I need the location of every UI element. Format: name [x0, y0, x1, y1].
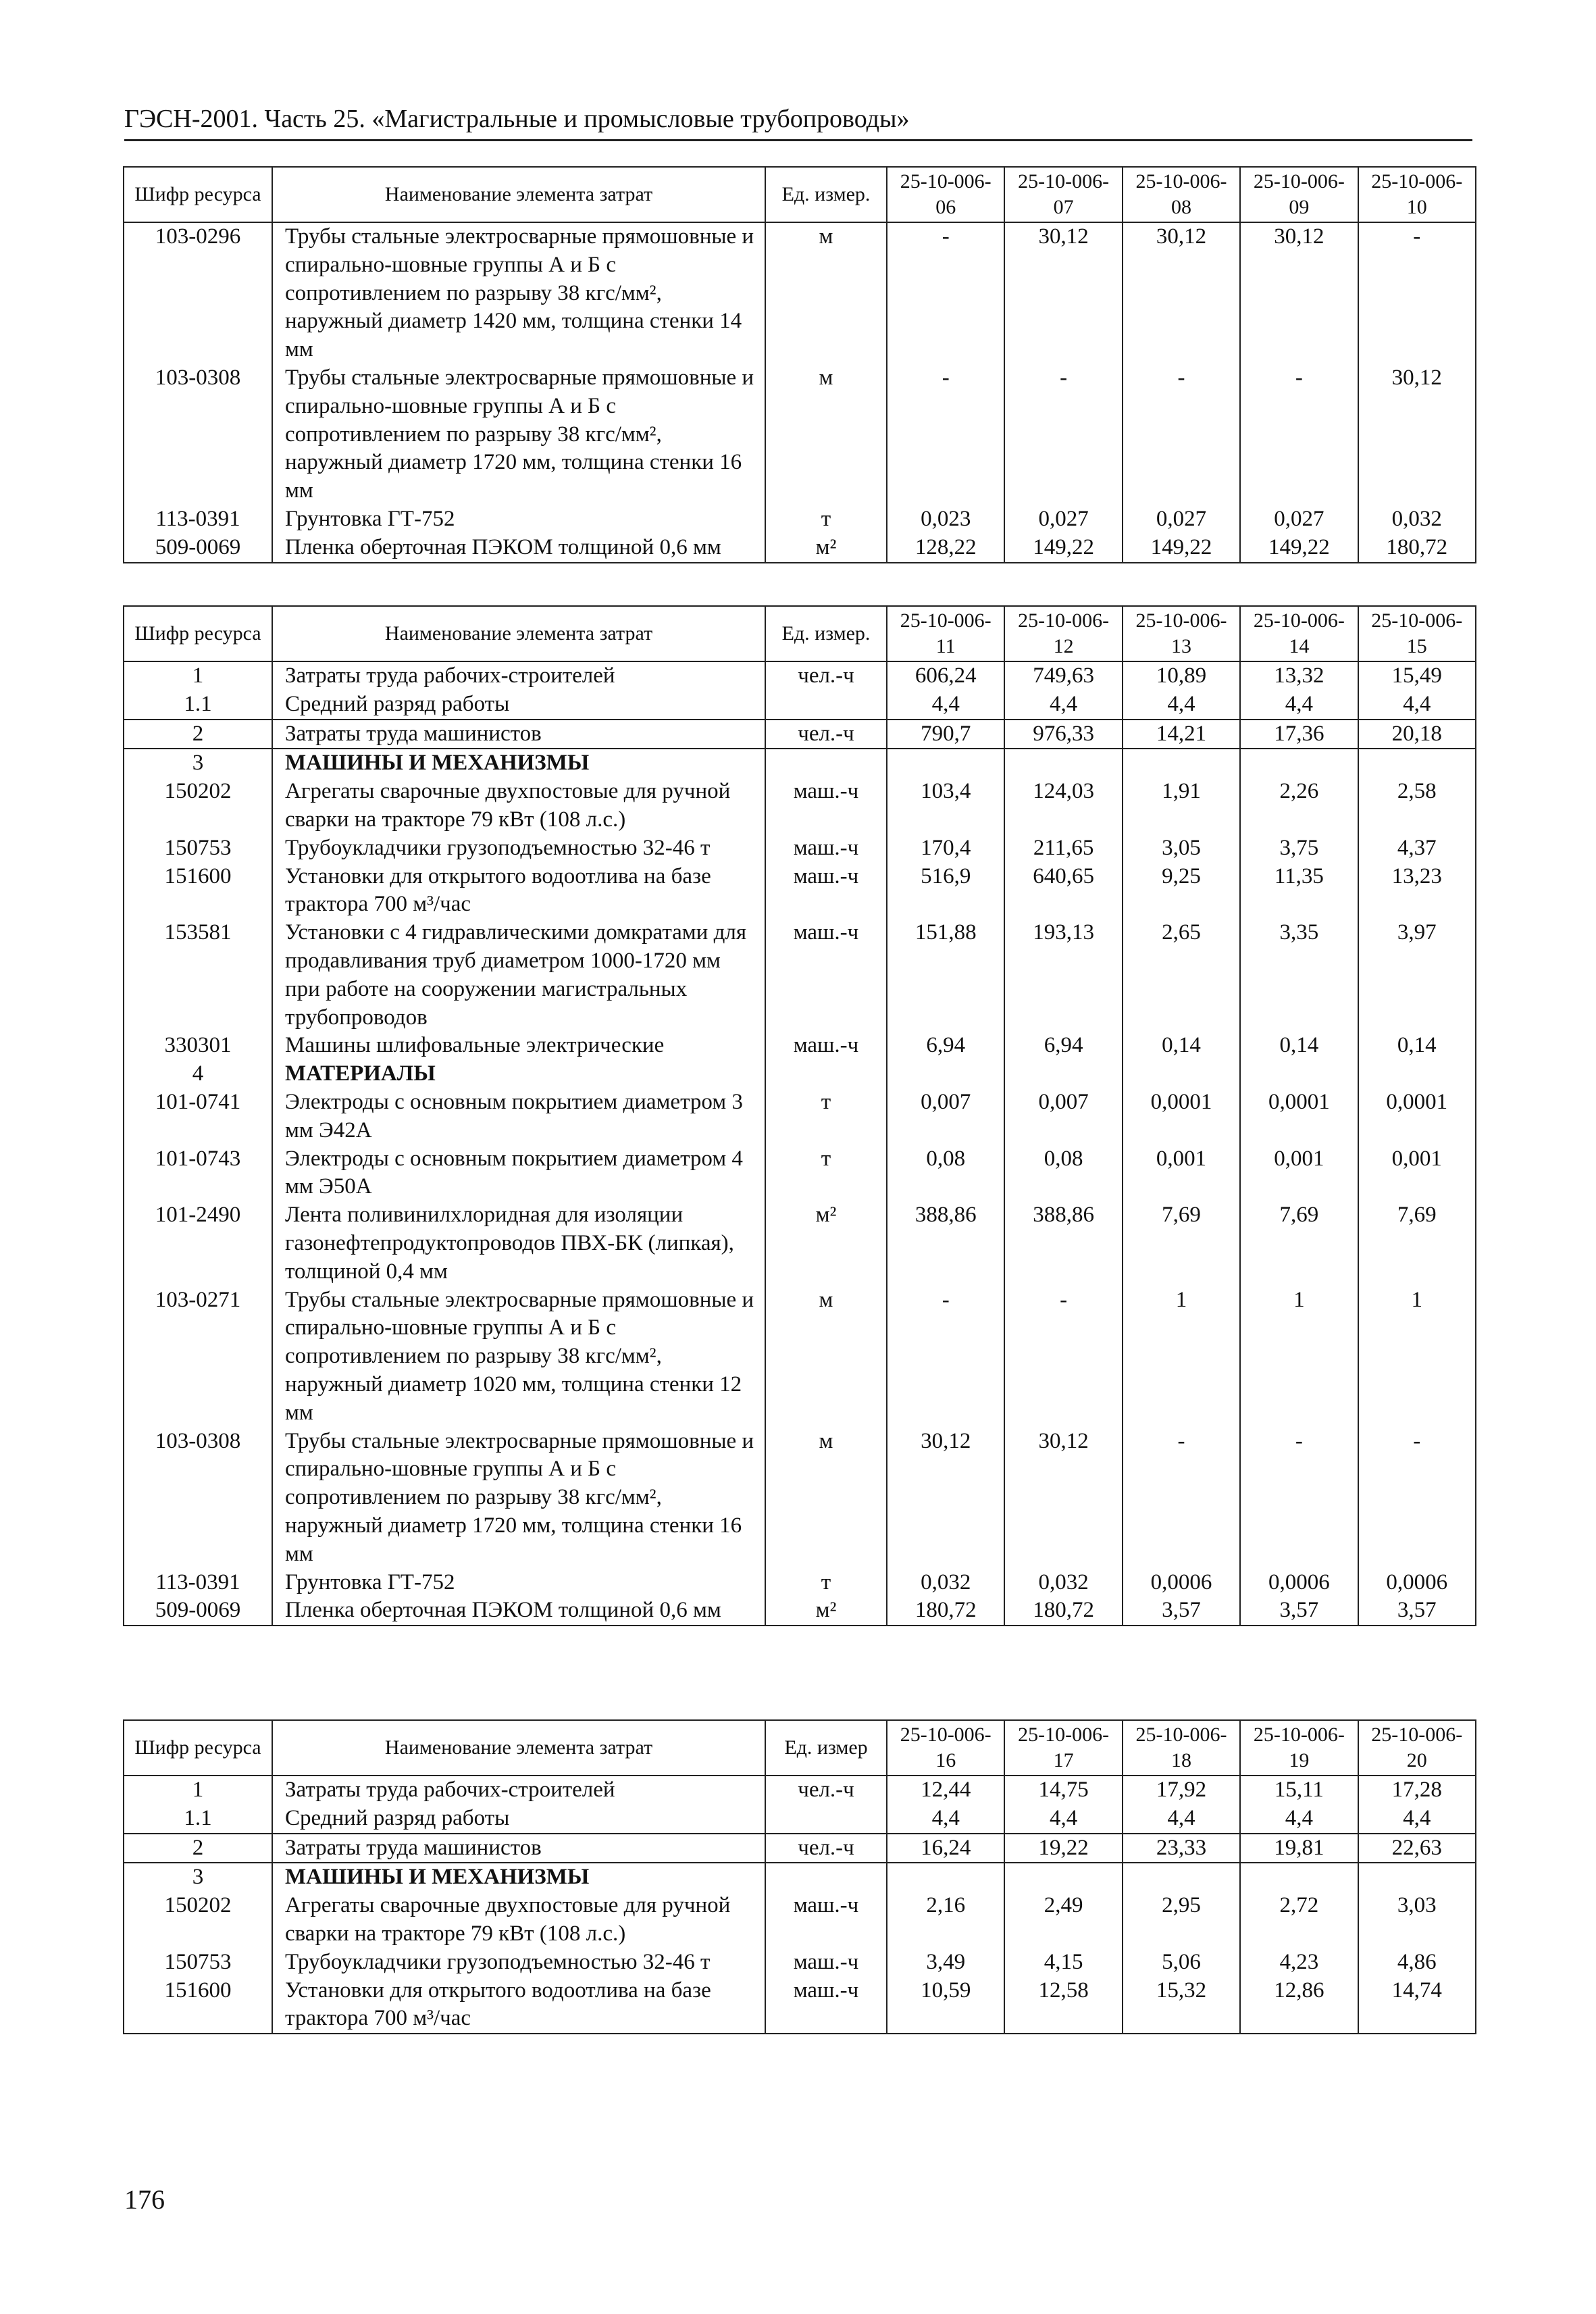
value-cell: 2,58	[1358, 778, 1476, 834]
value-cell: 516,9	[887, 863, 1004, 920]
unit-cell	[765, 690, 887, 720]
resource-name: МАТЕРИАЛЫ	[272, 1060, 765, 1088]
table-row	[124, 1977, 1476, 2034]
value-cell	[887, 1060, 1004, 1088]
value-cell: 193,13	[1004, 919, 1122, 1032]
value-cell: 19,22	[1004, 1834, 1122, 1863]
value-cell: 211,65	[1004, 834, 1122, 863]
resource-name: Агрегаты сварочные двухпостовые для ручной сварки на тракторе 79 кВт (108 л.с.)	[272, 778, 765, 834]
value-cell: 0,032	[1004, 1569, 1122, 1597]
unit-cell	[765, 749, 887, 778]
table-row	[124, 1596, 1476, 1626]
resource-code: 509-0069	[124, 1596, 272, 1626]
value-cell: 103,4	[887, 778, 1004, 834]
column-header-norm: 25-10-006-17	[1004, 1720, 1122, 1776]
value-cell: 11,35	[1240, 863, 1358, 920]
resource-name: Агрегаты сварочные двухпостовые для ручной сварки на тракторе 79 кВт (108 л.с.)	[272, 1892, 765, 1948]
unit-cell: маш.-ч	[765, 834, 887, 863]
resource-name: Трубы стальные электросварные прямошовные и спирально-шовные группы А и Б с сопротивлением по разрыву 38 кгс/мм², наружный диаметр 1420 мм, толщина стенки 14 мм	[272, 222, 765, 364]
unit-cell: м	[765, 222, 887, 364]
table-row	[124, 1145, 1476, 1202]
table-header	[124, 1720, 1476, 1776]
value-cell: 1	[1358, 1286, 1476, 1428]
resource-code: 113-0391	[124, 1569, 272, 1597]
unit-cell: т	[765, 1145, 887, 1202]
value-cell	[1123, 1863, 1240, 1892]
value-cell: 0,14	[1123, 1032, 1240, 1060]
resource-name: Грунтовка ГТ-752	[272, 1569, 765, 1597]
value-cell: 180,72	[1358, 534, 1476, 563]
resource-code: 1.1	[124, 690, 272, 720]
value-cell: 3,03	[1358, 1892, 1476, 1948]
value-cell: 14,74	[1358, 1977, 1476, 2034]
table-row	[124, 1834, 1476, 1863]
resource-name: Электроды с основным покрытием диаметром 4 мм Э50А	[272, 1145, 765, 1202]
unit-cell: маш.-ч	[765, 1977, 887, 2034]
value-cell: 3,57	[1240, 1596, 1358, 1626]
column-header-norm: 25-10-006-09	[1240, 167, 1358, 222]
table-row	[124, 1805, 1476, 1834]
unit-cell: м²	[765, 1596, 887, 1626]
table-row	[124, 778, 1476, 834]
value-cell: 149,22	[1240, 534, 1358, 563]
value-cell: 30,12	[1123, 222, 1240, 364]
value-cell: 388,86	[887, 1201, 1004, 1286]
value-cell: 0,027	[1240, 505, 1358, 534]
value-cell: 606,24	[887, 661, 1004, 690]
table-header	[124, 167, 1476, 222]
value-cell: 13,23	[1358, 863, 1476, 920]
resource-name: МАШИНЫ И МЕХАНИЗМЫ	[272, 749, 765, 778]
unit-cell	[765, 1863, 887, 1892]
unit-cell: маш.-ч	[765, 919, 887, 1032]
column-header-norm: 25-10-006-08	[1123, 167, 1240, 222]
value-cell: 790,7	[887, 720, 1004, 749]
value-cell: 1	[1123, 1286, 1240, 1428]
unit-cell	[765, 1805, 887, 1834]
value-cell: 4,4	[887, 1805, 1004, 1834]
column-header-norm: 25-10-006-11	[887, 606, 1004, 661]
value-cell: 0,14	[1240, 1032, 1358, 1060]
value-cell: 0,007	[887, 1088, 1004, 1145]
value-cell: 30,12	[1004, 222, 1122, 364]
column-header-code: Шифр ресурса	[124, 167, 272, 222]
value-cell: 0,001	[1358, 1145, 1476, 1202]
value-cell: 4,4	[1358, 1805, 1476, 1834]
unit-cell: маш.-ч	[765, 778, 887, 834]
column-header-norm: 25-10-006-06	[887, 167, 1004, 222]
value-cell: 2,95	[1123, 1892, 1240, 1948]
column-header-norm: 25-10-006-13	[1123, 606, 1240, 661]
value-cell: 0,001	[1240, 1145, 1358, 1202]
value-cell: 14,21	[1123, 720, 1240, 749]
resource-code: 103-0308	[124, 1428, 272, 1569]
value-cell: 15,32	[1123, 1977, 1240, 2034]
value-cell: 151,88	[887, 919, 1004, 1032]
resource-name: Средний разряд работы	[272, 1805, 765, 1834]
value-cell: 3,57	[1123, 1596, 1240, 1626]
unit-cell: маш.-ч	[765, 863, 887, 920]
value-cell: 1	[1240, 1286, 1358, 1428]
value-cell: 0,032	[1358, 505, 1476, 534]
table-body	[124, 661, 1476, 1626]
value-cell: 14,75	[1004, 1776, 1122, 1805]
header-row	[124, 606, 1476, 661]
resource-code: 103-0271	[124, 1286, 272, 1428]
value-cell: 0,001	[1123, 1145, 1240, 1202]
resource-name: Затраты труда машинистов	[272, 1834, 765, 1863]
value-cell: 10,89	[1123, 661, 1240, 690]
value-cell: 4,37	[1358, 834, 1476, 863]
value-cell: 20,18	[1358, 720, 1476, 749]
resource-code: 1.1	[124, 1805, 272, 1834]
resource-name: Трубы стальные электросварные прямошовные и спирально-шовные группы А и Б с сопротивлением по разрыву 38 кгс/мм², наружный диаметр 1720 мм, толщина стенки 16 мм	[272, 1428, 765, 1569]
value-cell: -	[1004, 1286, 1122, 1428]
unit-cell: м	[765, 1286, 887, 1428]
table-row	[124, 834, 1476, 863]
unit-cell: чел.-ч	[765, 720, 887, 749]
unit-cell: маш.-ч	[765, 1948, 887, 1977]
value-cell: 128,22	[887, 534, 1004, 563]
value-cell: 6,94	[1004, 1032, 1122, 1060]
value-cell: 7,69	[1123, 1201, 1240, 1286]
value-cell: 0,0006	[1240, 1569, 1358, 1597]
resource-code: 150202	[124, 778, 272, 834]
column-header-norm: 25-10-006-18	[1123, 1720, 1240, 1776]
resource-code: 3	[124, 749, 272, 778]
resource-code: 151600	[124, 1977, 272, 2034]
section-row	[124, 1060, 1476, 1088]
table-row	[124, 534, 1476, 563]
column-header-norm: 25-10-006-16	[887, 1720, 1004, 1776]
value-cell	[1358, 1863, 1476, 1892]
unit-cell: маш.-ч	[765, 1892, 887, 1948]
value-cell: 2,16	[887, 1892, 1004, 1948]
resource-code: 101-0743	[124, 1145, 272, 1202]
value-cell: -	[1123, 364, 1240, 505]
value-cell: 749,63	[1004, 661, 1122, 690]
table-row	[124, 863, 1476, 920]
value-cell: 4,4	[1240, 690, 1358, 720]
unit-cell: т	[765, 1569, 887, 1597]
value-cell: 3,35	[1240, 919, 1358, 1032]
resource-table-3	[123, 1719, 1476, 2034]
value-cell: 17,36	[1240, 720, 1358, 749]
resource-code: 103-0296	[124, 222, 272, 364]
value-cell: 4,4	[1004, 1805, 1122, 1834]
resource-code: 1	[124, 1776, 272, 1805]
resource-name: Затраты труда рабочих-строителей	[272, 661, 765, 690]
resource-code: 330301	[124, 1032, 272, 1060]
value-cell: -	[887, 222, 1004, 364]
value-cell: 3,75	[1240, 834, 1358, 863]
table-row	[124, 661, 1476, 690]
value-cell: 388,86	[1004, 1201, 1122, 1286]
value-cell: 149,22	[1123, 534, 1240, 563]
value-cell: 7,69	[1240, 1201, 1358, 1286]
value-cell: 5,06	[1123, 1948, 1240, 1977]
column-header-norm: 25-10-006-14	[1240, 606, 1358, 661]
value-cell: 124,03	[1004, 778, 1122, 834]
value-cell: 4,4	[1004, 690, 1122, 720]
table-row	[124, 1428, 1476, 1569]
table-row	[124, 1569, 1476, 1597]
value-cell: -	[1004, 364, 1122, 505]
resource-name: Лента поливинилхлоридная для изоляции газонефтепродуктопроводов ПВХ-БК (липкая), толщиной 0,4 мм	[272, 1201, 765, 1286]
resource-name: Затраты труда машинистов	[272, 720, 765, 749]
table-row	[124, 1286, 1476, 1428]
resource-name: Затраты труда рабочих-строителей	[272, 1776, 765, 1805]
resource-code: 150202	[124, 1892, 272, 1948]
unit-cell: м	[765, 1428, 887, 1569]
value-cell: 0,08	[887, 1145, 1004, 1202]
value-cell: 180,72	[1004, 1596, 1122, 1626]
unit-cell: маш.-ч	[765, 1032, 887, 1060]
resource-code: 1	[124, 661, 272, 690]
resource-name: Установки для открытого водоотлива на базе трактора 700 м³/час	[272, 1977, 765, 2034]
table-row	[124, 1776, 1476, 1805]
value-cell: 0,0006	[1123, 1569, 1240, 1597]
value-cell: 15,49	[1358, 661, 1476, 690]
header-row	[124, 1720, 1476, 1776]
value-cell: 0,08	[1004, 1145, 1122, 1202]
value-cell: 0,027	[1123, 505, 1240, 534]
value-cell: -	[1358, 222, 1476, 364]
resource-name: Машины шлифовальные электрические	[272, 1032, 765, 1060]
table-row	[124, 222, 1476, 364]
value-cell: 30,12	[1240, 222, 1358, 364]
table-row	[124, 1948, 1476, 1977]
value-cell	[887, 749, 1004, 778]
resource-code: 101-0741	[124, 1088, 272, 1145]
value-cell: 9,25	[1123, 863, 1240, 920]
value-cell: 4,4	[1240, 1805, 1358, 1834]
resource-name: МАШИНЫ И МЕХАНИЗМЫ	[272, 1863, 765, 1892]
value-cell: -	[1123, 1428, 1240, 1569]
value-cell: -	[1240, 364, 1358, 505]
value-cell: 12,58	[1004, 1977, 1122, 2034]
table-header	[124, 606, 1476, 661]
value-cell: 0,0006	[1358, 1569, 1476, 1597]
resource-name: Трубоукладчики грузоподъемностью 32-46 т	[272, 1948, 765, 1977]
value-cell: 12,86	[1240, 1977, 1358, 2034]
header-row	[124, 167, 1476, 222]
table-row	[124, 1892, 1476, 1948]
column-header-code: Шифр ресурса	[124, 606, 272, 661]
column-header-unit: Ед. измер	[765, 1720, 887, 1776]
value-cell: 3,57	[1358, 1596, 1476, 1626]
resource-name: Пленка оберточная ПЭКОМ толщиной 0,6 мм	[272, 534, 765, 563]
value-cell: -	[1358, 1428, 1476, 1569]
column-header-norm: 25-10-006-12	[1004, 606, 1122, 661]
value-cell	[1123, 1060, 1240, 1088]
resource-name: Электроды с основным покрытием диаметром 3 мм Э42А	[272, 1088, 765, 1145]
table-row	[124, 1201, 1476, 1286]
value-cell: -	[887, 364, 1004, 505]
value-cell: 0,027	[1004, 505, 1122, 534]
value-cell: 10,59	[887, 1977, 1004, 2034]
value-cell: 6,94	[887, 1032, 1004, 1060]
resource-name: Трубы стальные электросварные прямошовные и спирально-шовные группы А и Б с сопротивлением по разрыву 38 кгс/мм², наружный диаметр 1020 мм, толщина стенки 12 мм	[272, 1286, 765, 1428]
value-cell: 7,69	[1358, 1201, 1476, 1286]
resource-name: Пленка оберточная ПЭКОМ толщиной 0,6 мм	[272, 1596, 765, 1626]
table-row	[124, 720, 1476, 749]
resource-code: 509-0069	[124, 534, 272, 563]
column-header-unit: Ед. измер.	[765, 606, 887, 661]
value-cell	[887, 1863, 1004, 1892]
value-cell: 149,22	[1004, 534, 1122, 563]
value-cell	[1358, 749, 1476, 778]
column-header-norm: 25-10-006-10	[1358, 167, 1476, 222]
value-cell: 0,007	[1004, 1088, 1122, 1145]
unit-cell: т	[765, 1088, 887, 1145]
column-header-norm: 25-10-006-20	[1358, 1720, 1476, 1776]
value-cell: 0,023	[887, 505, 1004, 534]
table-row	[124, 1032, 1476, 1060]
unit-cell: чел.-ч	[765, 1834, 887, 1863]
value-cell: 30,12	[1358, 364, 1476, 505]
resource-name: Трубоукладчики грузоподъемностью 32-46 т	[272, 834, 765, 863]
resource-code: 150753	[124, 834, 272, 863]
value-cell: 4,4	[1358, 690, 1476, 720]
value-cell	[1004, 1863, 1122, 1892]
value-cell: 170,4	[887, 834, 1004, 863]
resource-name: Грунтовка ГТ-752	[272, 505, 765, 534]
resource-name: Установки для открытого водоотлива на базе трактора 700 м³/час	[272, 863, 765, 920]
unit-cell: чел.-ч	[765, 1776, 887, 1805]
resource-name: Трубы стальные электросварные прямошовные и спирально-шовные группы А и Б с сопротивлением по разрыву 38 кгс/мм², наружный диаметр 1720 мм, толщина стенки 16 мм	[272, 364, 765, 505]
value-cell: 2,49	[1004, 1892, 1122, 1948]
value-cell: 16,24	[887, 1834, 1004, 1863]
resource-name: Установки с 4 гидравлическими домкратами для продавливания труб диаметром 1000-1720 мм при работе на сооружении магистральных трубопроводов	[272, 919, 765, 1032]
unit-cell: т	[765, 505, 887, 534]
column-header-name: Наименование элемента затрат	[272, 1720, 765, 1776]
unit-cell	[765, 1060, 887, 1088]
resource-code: 103-0308	[124, 364, 272, 505]
value-cell: 3,49	[887, 1948, 1004, 1977]
table-body	[124, 222, 1476, 563]
column-header-norm: 25-10-006-19	[1240, 1720, 1358, 1776]
value-cell: 180,72	[887, 1596, 1004, 1626]
value-cell: 0,0001	[1123, 1088, 1240, 1145]
value-cell: 0,032	[887, 1569, 1004, 1597]
column-header-norm: 25-10-006-15	[1358, 606, 1476, 661]
value-cell: 2,26	[1240, 778, 1358, 834]
value-cell: 17,28	[1358, 1776, 1476, 1805]
column-header-norm: 25-10-006-07	[1004, 167, 1122, 222]
value-cell	[1358, 1060, 1476, 1088]
value-cell	[1123, 749, 1240, 778]
value-cell: 12,44	[887, 1776, 1004, 1805]
resource-table-2	[123, 605, 1476, 1626]
value-cell: 1,91	[1123, 778, 1240, 834]
value-cell: 640,65	[1004, 863, 1122, 920]
value-cell: 13,32	[1240, 661, 1358, 690]
value-cell: 0,14	[1358, 1032, 1476, 1060]
unit-cell: м²	[765, 1201, 887, 1286]
value-cell: 0,0001	[1358, 1088, 1476, 1145]
resource-name: Средний разряд работы	[272, 690, 765, 720]
value-cell	[1004, 749, 1122, 778]
resource-code: 4	[124, 1060, 272, 1088]
value-cell: -	[887, 1286, 1004, 1428]
page-header: ГЭСН-2001. Часть 25. «Магистральные и промысловые трубопроводы»	[124, 101, 1472, 141]
value-cell: 23,33	[1123, 1834, 1240, 1863]
section-row	[124, 749, 1476, 778]
resource-code: 3	[124, 1863, 272, 1892]
resource-code: 153581	[124, 919, 272, 1032]
table-body	[124, 1776, 1476, 2034]
value-cell: 3,05	[1123, 834, 1240, 863]
table-row	[124, 690, 1476, 720]
value-cell	[1240, 1060, 1358, 1088]
value-cell: 30,12	[887, 1428, 1004, 1569]
table-row	[124, 919, 1476, 1032]
resource-code: 150753	[124, 1948, 272, 1977]
value-cell: 17,92	[1123, 1776, 1240, 1805]
value-cell: 0,0001	[1240, 1088, 1358, 1145]
table-row	[124, 505, 1476, 534]
value-cell: 976,33	[1004, 720, 1122, 749]
resource-code: 101-2490	[124, 1201, 272, 1286]
unit-cell: м	[765, 364, 887, 505]
value-cell: 2,72	[1240, 1892, 1358, 1948]
resource-code: 113-0391	[124, 505, 272, 534]
value-cell: 22,63	[1358, 1834, 1476, 1863]
resource-code: 2	[124, 1834, 272, 1863]
value-cell: 4,15	[1004, 1948, 1122, 1977]
value-cell: -	[1240, 1428, 1358, 1569]
resource-code: 2	[124, 720, 272, 749]
page-number: 176	[124, 2184, 165, 2215]
value-cell	[1240, 749, 1358, 778]
value-cell: 4,4	[887, 690, 1004, 720]
value-cell: 4,4	[1123, 690, 1240, 720]
value-cell: 2,65	[1123, 919, 1240, 1032]
column-header-name: Наименование элемента затрат	[272, 606, 765, 661]
resource-code: 151600	[124, 863, 272, 920]
value-cell: 19,81	[1240, 1834, 1358, 1863]
value-cell: 15,11	[1240, 1776, 1358, 1805]
table-row	[124, 364, 1476, 505]
value-cell: 4,23	[1240, 1948, 1358, 1977]
value-cell: 3,97	[1358, 919, 1476, 1032]
value-cell: 30,12	[1004, 1428, 1122, 1569]
column-header-code: Шифр ресурса	[124, 1720, 272, 1776]
value-cell	[1240, 1863, 1358, 1892]
column-header-name: Наименование элемента затрат	[272, 167, 765, 222]
value-cell	[1004, 1060, 1122, 1088]
unit-cell: чел.-ч	[765, 661, 887, 690]
table-row	[124, 1088, 1476, 1145]
unit-cell: м²	[765, 534, 887, 563]
section-row	[124, 1863, 1476, 1892]
value-cell: 4,86	[1358, 1948, 1476, 1977]
value-cell: 4,4	[1123, 1805, 1240, 1834]
column-header-unit: Ед. измер.	[765, 167, 887, 222]
resource-table-1	[123, 166, 1476, 563]
